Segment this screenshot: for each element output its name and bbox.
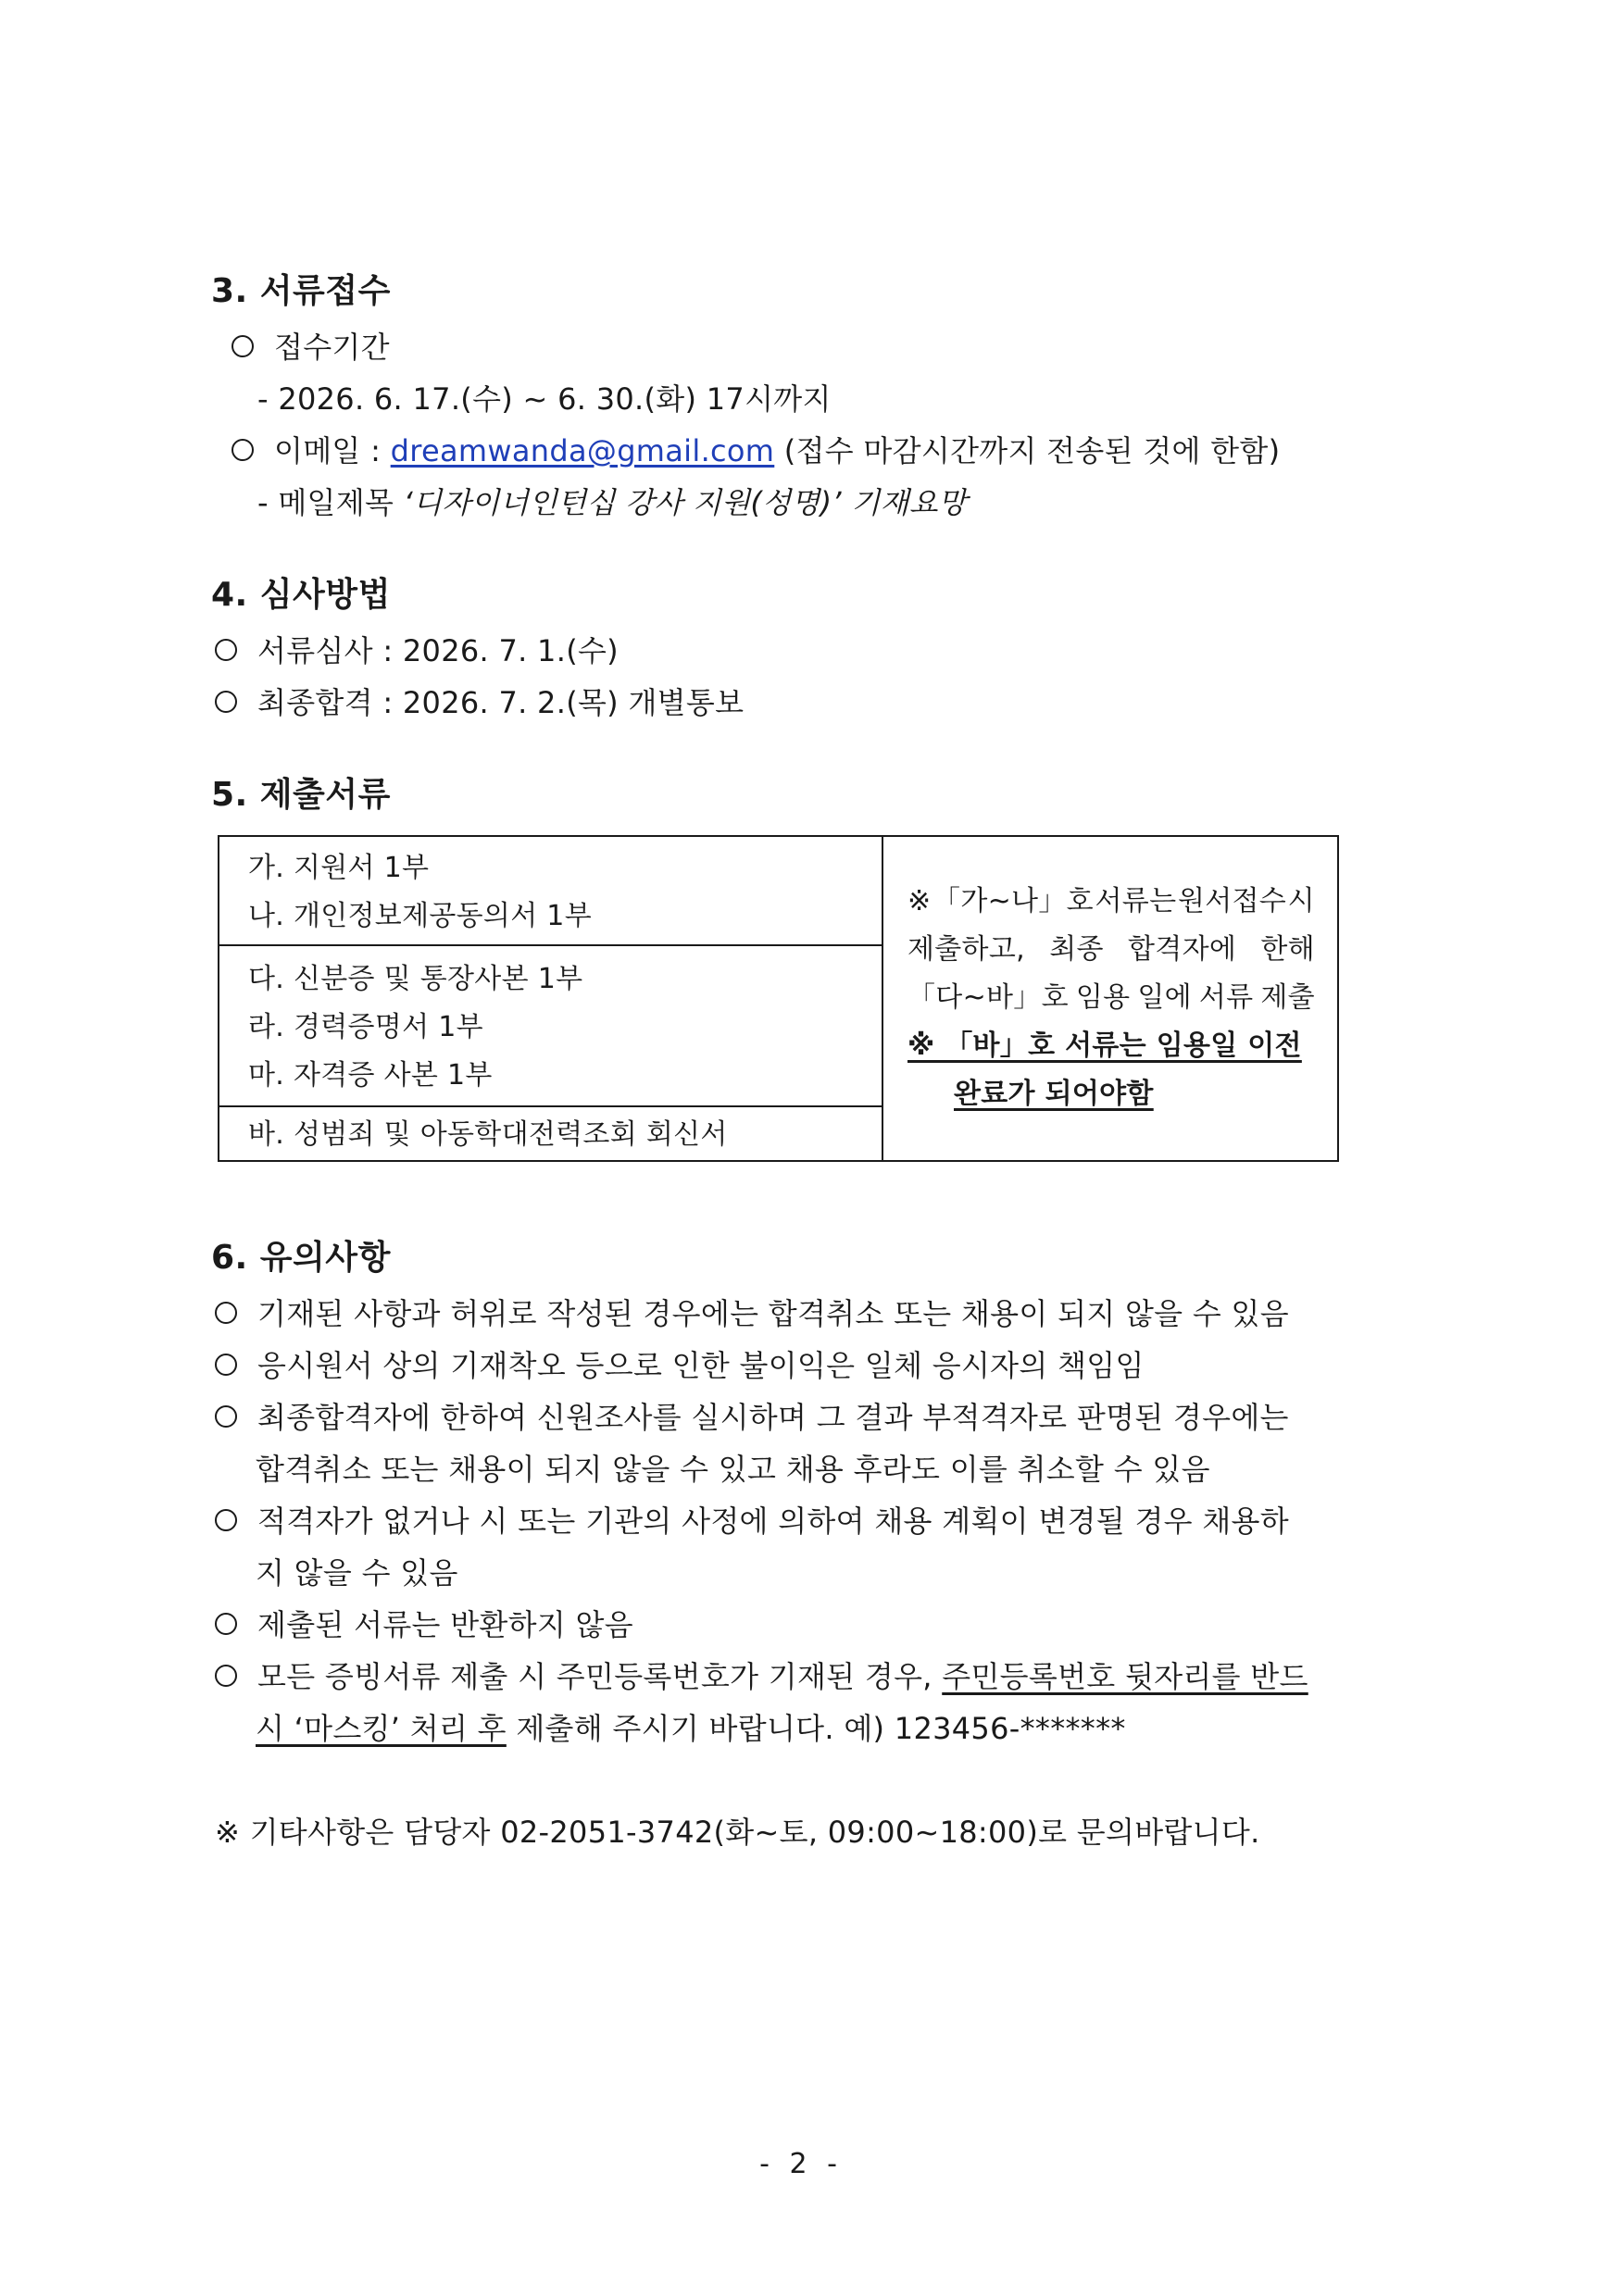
circle-bullet-icon: [232, 335, 254, 357]
notice-item-continued: 시 ‘마스킹’ 처리 후 제출해 주시기 바랍니다. 예) 123456-*******: [256, 1711, 1126, 1746]
section-3-bullet-period: [232, 324, 390, 367]
period-dates: - 2026. 6. 17.(수) ~ 6. 30.(화) 17시까지: [257, 381, 832, 417]
masking-instruction: 주민등록번호 뒷자리를 반드: [942, 1659, 1308, 1694]
table-cell-group-3: [219, 1111, 882, 1159]
circle-bullet-icon: [215, 1613, 237, 1635]
final-result-date: 최종합격 : 2026. 7. 2.(목) 개별통보: [257, 685, 745, 720]
notice-item: 기재된 사항과 허위로 작성된 경우에는 합격취소 또는 채용이 되지 않을 수 있음: [215, 1291, 1289, 1333]
note-bold-line: 완료가 되어야함: [954, 1078, 1154, 1110]
note-line: 제출하고, 최종 합격자에 한해: [907, 933, 1315, 966]
mail-subject-line: [257, 480, 967, 522]
table-cell-group-1: [219, 844, 882, 941]
mail-subject-format: ‘디자이너인턴십 강사 지원(성명)’ 기재요망: [403, 485, 968, 520]
doc-item: 바. 성범죄 및 아동학대전력조회 회신서: [248, 1118, 728, 1151]
doc-item: 다. 신분증 및 통장사본 1부: [248, 963, 583, 995]
contact-note: ※ 기타사항은 담당자 02-2051-3742(화~토, 09:00~18:00)로 문의바랍니다.: [215, 1815, 1260, 1850]
doc-item: 마. 자격증 사본 1부: [248, 1059, 493, 1092]
table-divider: [882, 837, 883, 1160]
period-label: 접수기간: [274, 330, 390, 365]
email-link[interactable]: dreamwanda@gmail.com: [390, 433, 775, 468]
circle-bullet-icon: [215, 691, 237, 713]
documents-table: [218, 835, 1339, 1162]
circle-bullet-icon: [232, 439, 254, 461]
notice-item-continued: 지 않을 수 있음: [256, 1555, 458, 1591]
notice-item: 적격자가 없거나 시 또는 기관의 사정에 의하여 채용 계획이 변경될 경우 채용하: [215, 1498, 1289, 1541]
table-cell-group-2: [219, 955, 882, 1100]
section-4-bullet-1: [215, 628, 619, 670]
circle-bullet-icon: [215, 1354, 237, 1376]
section-3-title: 3. 서류접수: [211, 272, 391, 310]
doc-item: 라. 경력증명서 1부: [248, 1011, 483, 1043]
notice-item: 최종합격자에 한하여 신원조사를 실시하며 그 결과 부적격자로 판명된 경우에는: [215, 1394, 1289, 1437]
email-label: 이메일 :: [274, 433, 391, 468]
notice-item: 제출된 서류는 반환하지 않음: [215, 1602, 633, 1644]
notice-item: 모든 증빙서류 제출 시 주민등록번호가 기재된 경우, 주민등록번호 뒷자리를 반드: [215, 1653, 1308, 1696]
section-4-bullet-2: [215, 680, 744, 722]
table-divider: [219, 944, 882, 946]
circle-bullet-icon: [215, 1302, 237, 1324]
section-5-title: 5. 제출서류: [211, 776, 391, 814]
circle-bullet-icon: [215, 639, 237, 661]
mail-subject-prefix: - 메일제목: [257, 485, 404, 520]
page-number: - 2 -: [759, 2148, 843, 2180]
email-note: (접수 마감시간까지 전송된 것에 한함): [774, 433, 1281, 468]
note-bold-line: ※ 「바」호 서류는 임용일 이전: [907, 1029, 1302, 1062]
doc-item: 가. 지원서 1부: [248, 852, 430, 884]
section-3-bullet-email: [232, 428, 1280, 470]
masking-instruction: 시 ‘마스킹’ 처리 후: [256, 1711, 507, 1746]
table-note: [907, 878, 1315, 1118]
doc-item: 나. 개인정보제공동의서 1부: [248, 900, 592, 932]
circle-bullet-icon: [215, 1509, 237, 1531]
section-4-title: 4. 심사방법: [211, 576, 391, 614]
document-review-date: 서류심사 : 2026. 7. 1.(수): [257, 633, 619, 668]
table-divider: [219, 1105, 882, 1107]
note-line: ※ 「가~나」호 서류는 원서접수 시: [907, 885, 1315, 917]
section-6-title: 6. 유의사항: [211, 1239, 391, 1277]
note-line: 「다~바」호 임용 일에 서류 제출: [907, 981, 1315, 1014]
notice-item: 응시원서 상의 기재착오 등으로 인한 불이익은 일체 응시자의 책임임: [215, 1342, 1145, 1385]
circle-bullet-icon: [215, 1665, 237, 1687]
circle-bullet-icon: [215, 1405, 237, 1428]
notice-item-continued: 합격취소 또는 채용이 되지 않을 수 있고 채용 후라도 이를 취소할 수 있음: [256, 1452, 1210, 1487]
